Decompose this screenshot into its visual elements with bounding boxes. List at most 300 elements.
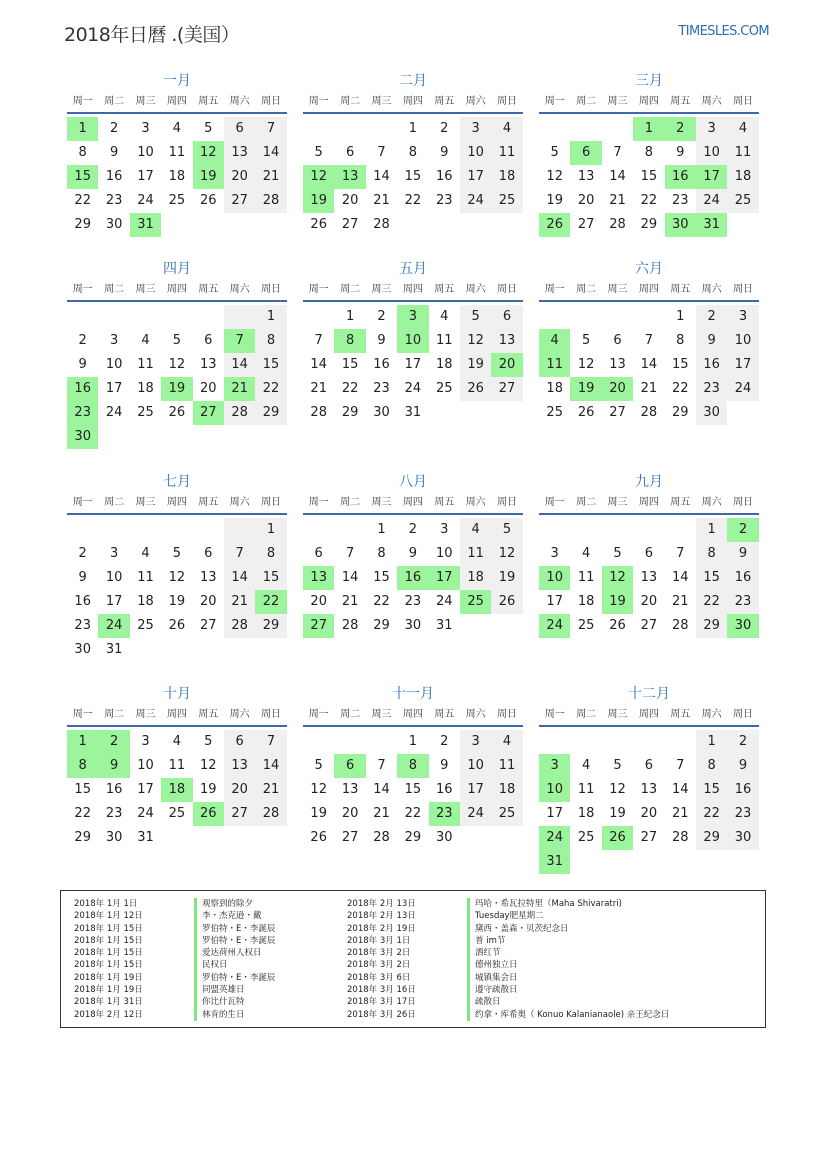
- holiday-day-cell[interactable]: 6: [570, 141, 601, 165]
- day-cell[interactable]: 12: [491, 542, 522, 566]
- day-cell[interactable]: 2: [696, 305, 727, 329]
- day-cell[interactable]: 4: [172, 121, 181, 136]
- day-cell[interactable]: 4: [141, 546, 150, 561]
- day-cell[interactable]: 27: [341, 830, 359, 845]
- day-cell[interactable]: 8: [408, 145, 417, 160]
- day-cell[interactable]: 14: [224, 353, 255, 377]
- holiday-day-cell[interactable]: 19: [570, 377, 601, 401]
- day-cell[interactable]: 22: [671, 381, 689, 396]
- day-cell[interactable]: 7: [377, 758, 386, 773]
- day-cell[interactable]: 11: [137, 570, 154, 585]
- holiday-day-cell[interactable]: 19: [161, 377, 192, 401]
- day-cell[interactable]: 28: [224, 401, 255, 425]
- day-cell[interactable]: 22: [255, 377, 286, 401]
- day-cell[interactable]: 12: [168, 357, 186, 372]
- day-cell[interactable]: 3: [109, 546, 119, 561]
- day-cell[interactable]: 3: [727, 305, 758, 329]
- day-cell[interactable]: 6: [644, 758, 653, 773]
- holiday-day-cell[interactable]: 1: [67, 730, 98, 754]
- day-cell[interactable]: 4: [440, 309, 449, 324]
- holiday-day-cell[interactable]: 24: [98, 614, 129, 638]
- day-cell[interactable]: 20: [640, 594, 658, 609]
- day-cell[interactable]: 7: [676, 546, 685, 561]
- day-cell[interactable]: 4: [727, 117, 758, 141]
- day-cell[interactable]: 6: [613, 333, 622, 348]
- day-cell[interactable]: 26: [577, 405, 595, 420]
- day-cell[interactable]: 2: [377, 309, 386, 324]
- day-cell[interactable]: 13: [341, 782, 359, 797]
- day-cell[interactable]: 24: [696, 189, 727, 213]
- day-cell[interactable]: 6: [204, 333, 213, 348]
- day-cell[interactable]: 12: [546, 169, 563, 184]
- day-cell[interactable]: 15: [671, 357, 689, 372]
- day-cell[interactable]: 23: [74, 618, 91, 633]
- day-cell[interactable]: 5: [550, 145, 559, 160]
- day-cell[interactable]: 22: [696, 802, 727, 826]
- day-cell[interactable]: 29: [696, 826, 727, 850]
- day-cell[interactable]: 14: [671, 570, 689, 585]
- day-cell[interactable]: 13: [224, 141, 255, 165]
- day-cell[interactable]: 11: [168, 758, 186, 773]
- day-cell[interactable]: 23: [404, 594, 422, 609]
- day-cell[interactable]: 1: [345, 309, 355, 324]
- day-cell[interactable]: 2: [408, 522, 417, 537]
- day-cell[interactable]: 10: [460, 141, 491, 165]
- day-cell[interactable]: 10: [460, 754, 491, 778]
- day-cell[interactable]: 29: [255, 614, 286, 638]
- day-cell[interactable]: 29: [341, 405, 359, 420]
- day-cell[interactable]: 13: [224, 754, 255, 778]
- day-cell[interactable]: 2: [727, 730, 758, 754]
- day-cell[interactable]: 17: [105, 381, 123, 396]
- day-cell[interactable]: 30: [696, 401, 727, 425]
- day-cell[interactable]: 21: [310, 381, 327, 396]
- day-cell[interactable]: 20: [577, 193, 595, 208]
- day-cell[interactable]: 15: [255, 353, 286, 377]
- day-cell[interactable]: 2: [109, 121, 119, 136]
- day-cell[interactable]: 27: [609, 405, 626, 420]
- day-cell[interactable]: 15: [341, 357, 359, 372]
- day-cell[interactable]: 10: [727, 329, 758, 353]
- day-cell[interactable]: 9: [109, 145, 119, 160]
- day-cell[interactable]: 15: [404, 782, 422, 797]
- day-cell[interactable]: 27: [640, 618, 658, 633]
- holiday-day-cell[interactable]: 19: [602, 590, 633, 614]
- day-cell[interactable]: 13: [199, 357, 217, 372]
- day-cell[interactable]: 29: [696, 614, 727, 638]
- holiday-day-cell[interactable]: 3: [397, 305, 428, 329]
- day-cell[interactable]: 28: [671, 830, 689, 845]
- holiday-day-cell[interactable]: 16: [665, 165, 696, 189]
- day-cell[interactable]: 10: [105, 570, 123, 585]
- day-cell[interactable]: 8: [676, 333, 685, 348]
- day-cell[interactable]: 9: [440, 145, 449, 160]
- day-cell[interactable]: 24: [105, 405, 123, 420]
- holiday-day-cell[interactable]: 2: [98, 730, 129, 754]
- day-cell[interactable]: 19: [546, 193, 563, 208]
- day-cell[interactable]: 11: [435, 333, 453, 348]
- day-cell[interactable]: 9: [727, 754, 758, 778]
- holiday-day-cell[interactable]: 1: [67, 117, 98, 141]
- day-cell[interactable]: 19: [609, 806, 626, 821]
- day-cell[interactable]: 9: [377, 333, 386, 348]
- holiday-day-cell[interactable]: 12: [193, 141, 224, 165]
- day-cell[interactable]: 23: [727, 590, 758, 614]
- day-cell[interactable]: 26: [310, 830, 327, 845]
- day-cell[interactable]: 7: [345, 546, 355, 561]
- day-cell[interactable]: 11: [168, 145, 186, 160]
- day-cell[interactable]: 7: [644, 333, 653, 348]
- day-cell[interactable]: 28: [341, 618, 359, 633]
- day-cell[interactable]: 14: [609, 169, 626, 184]
- day-cell[interactable]: 17: [546, 594, 563, 609]
- day-cell[interactable]: 29: [640, 217, 658, 232]
- day-cell[interactable]: 13: [491, 329, 522, 353]
- day-cell[interactable]: 23: [105, 806, 123, 821]
- day-cell[interactable]: 26: [609, 618, 626, 633]
- day-cell[interactable]: 7: [676, 758, 685, 773]
- day-cell[interactable]: 8: [377, 546, 386, 561]
- day-cell[interactable]: 17: [137, 782, 154, 797]
- site-logo[interactable]: TIMESLES.COM: [678, 24, 769, 39]
- day-cell[interactable]: 8: [696, 754, 727, 778]
- day-cell[interactable]: 25: [435, 381, 453, 396]
- day-cell[interactable]: 17: [727, 353, 758, 377]
- holiday-day-cell[interactable]: 13: [303, 566, 334, 590]
- day-cell[interactable]: 28: [373, 217, 390, 232]
- day-cell[interactable]: 16: [105, 169, 123, 184]
- holiday-day-cell[interactable]: 21: [224, 377, 255, 401]
- day-cell[interactable]: 22: [404, 806, 422, 821]
- day-cell[interactable]: 30: [435, 830, 453, 845]
- day-cell[interactable]: 12: [460, 329, 491, 353]
- day-cell[interactable]: 2: [440, 121, 449, 136]
- day-cell[interactable]: 9: [408, 546, 417, 561]
- day-cell[interactable]: 18: [137, 594, 154, 609]
- day-cell[interactable]: 5: [460, 305, 491, 329]
- day-cell[interactable]: 21: [341, 594, 359, 609]
- day-cell[interactable]: 20: [310, 594, 327, 609]
- day-cell[interactable]: 5: [314, 145, 323, 160]
- day-cell[interactable]: 14: [341, 570, 359, 585]
- holiday-day-cell[interactable]: 24: [539, 826, 570, 850]
- holiday-day-cell[interactable]: 20: [491, 353, 522, 377]
- day-cell[interactable]: 19: [168, 594, 186, 609]
- day-cell[interactable]: 24: [460, 802, 491, 826]
- holiday-day-cell[interactable]: 19: [193, 165, 224, 189]
- day-cell[interactable]: 31: [435, 618, 453, 633]
- day-cell[interactable]: 25: [577, 830, 595, 845]
- day-cell[interactable]: 4: [581, 758, 591, 773]
- day-cell[interactable]: 27: [341, 217, 359, 232]
- day-cell[interactable]: 1: [255, 518, 286, 542]
- day-cell[interactable]: 21: [255, 165, 286, 189]
- day-cell[interactable]: 26: [168, 618, 186, 633]
- day-cell[interactable]: 17: [404, 357, 422, 372]
- day-cell[interactable]: 8: [644, 145, 653, 160]
- day-cell[interactable]: 1: [377, 522, 386, 537]
- day-cell[interactable]: 1: [255, 305, 286, 329]
- holiday-day-cell[interactable]: 4: [539, 329, 570, 353]
- day-cell[interactable]: 23: [727, 802, 758, 826]
- day-cell[interactable]: 22: [373, 594, 390, 609]
- day-cell[interactable]: 13: [609, 357, 626, 372]
- day-cell[interactable]: 2: [78, 333, 87, 348]
- day-cell[interactable]: 11: [577, 570, 595, 585]
- holiday-day-cell[interactable]: 2: [665, 117, 696, 141]
- holiday-day-cell[interactable]: 25: [460, 590, 491, 614]
- day-cell[interactable]: 24: [404, 381, 422, 396]
- day-cell[interactable]: 5: [613, 758, 622, 773]
- holiday-day-cell[interactable]: 8: [67, 754, 98, 778]
- day-cell[interactable]: 18: [137, 381, 154, 396]
- day-cell[interactable]: 5: [581, 333, 591, 348]
- day-cell[interactable]: 4: [491, 117, 522, 141]
- day-cell[interactable]: 25: [168, 193, 186, 208]
- day-cell[interactable]: 11: [727, 141, 758, 165]
- day-cell[interactable]: 22: [74, 806, 91, 821]
- day-cell[interactable]: 10: [137, 758, 154, 773]
- day-cell[interactable]: 1: [696, 730, 727, 754]
- holiday-day-cell[interactable]: 16: [67, 377, 98, 401]
- day-cell[interactable]: 25: [546, 405, 563, 420]
- day-cell[interactable]: 3: [141, 121, 150, 136]
- day-cell[interactable]: 8: [255, 542, 286, 566]
- day-cell[interactable]: 11: [491, 141, 522, 165]
- day-cell[interactable]: 21: [224, 590, 255, 614]
- day-cell[interactable]: 23: [435, 193, 453, 208]
- day-cell[interactable]: 21: [640, 381, 658, 396]
- holiday-day-cell[interactable]: 8: [397, 754, 428, 778]
- day-cell[interactable]: 30: [373, 405, 390, 420]
- day-cell[interactable]: 17: [546, 806, 563, 821]
- day-cell[interactable]: 12: [199, 758, 217, 773]
- day-cell[interactable]: 20: [199, 381, 217, 396]
- day-cell[interactable]: 12: [168, 570, 186, 585]
- day-cell[interactable]: 11: [491, 754, 522, 778]
- holiday-day-cell[interactable]: 24: [539, 614, 570, 638]
- day-cell[interactable]: 13: [199, 570, 217, 585]
- day-cell[interactable]: 15: [373, 570, 390, 585]
- day-cell[interactable]: 3: [460, 117, 491, 141]
- day-cell[interactable]: 7: [377, 145, 386, 160]
- day-cell[interactable]: 12: [577, 357, 595, 372]
- day-cell[interactable]: 18: [491, 165, 522, 189]
- holiday-day-cell[interactable]: 8: [334, 329, 365, 353]
- holiday-day-cell[interactable]: 3: [539, 754, 570, 778]
- day-cell[interactable]: 8: [696, 542, 727, 566]
- day-cell[interactable]: 15: [640, 169, 658, 184]
- day-cell[interactable]: 19: [199, 782, 217, 797]
- day-cell[interactable]: 30: [727, 826, 758, 850]
- day-cell[interactable]: 28: [224, 614, 255, 638]
- day-cell[interactable]: 11: [137, 357, 154, 372]
- day-cell[interactable]: 29: [74, 830, 91, 845]
- holiday-day-cell[interactable]: 23: [67, 401, 98, 425]
- holiday-day-cell[interactable]: 17: [429, 566, 460, 590]
- day-cell[interactable]: 15: [696, 778, 727, 802]
- day-cell[interactable]: 6: [314, 546, 323, 561]
- day-cell[interactable]: 28: [373, 830, 390, 845]
- day-cell[interactable]: 9: [727, 542, 758, 566]
- day-cell[interactable]: 10: [696, 141, 727, 165]
- day-cell[interactable]: 16: [74, 594, 91, 609]
- day-cell[interactable]: 14: [640, 357, 658, 372]
- day-cell[interactable]: 27: [577, 217, 595, 232]
- day-cell[interactable]: 21: [255, 778, 286, 802]
- day-cell[interactable]: 3: [141, 734, 150, 749]
- day-cell[interactable]: 14: [671, 782, 689, 797]
- day-cell[interactable]: 3: [696, 117, 727, 141]
- day-cell[interactable]: 28: [255, 802, 286, 826]
- day-cell[interactable]: 20: [199, 594, 217, 609]
- day-cell[interactable]: 31: [105, 642, 123, 657]
- day-cell[interactable]: 4: [491, 730, 522, 754]
- day-cell[interactable]: 7: [255, 117, 286, 141]
- day-cell[interactable]: 6: [644, 546, 653, 561]
- day-cell[interactable]: 17: [105, 594, 123, 609]
- day-cell[interactable]: 15: [74, 782, 91, 797]
- day-cell[interactable]: 20: [224, 778, 255, 802]
- day-cell[interactable]: 25: [491, 802, 522, 826]
- day-cell[interactable]: 14: [224, 566, 255, 590]
- day-cell[interactable]: 31: [404, 405, 422, 420]
- day-cell[interactable]: 27: [199, 618, 217, 633]
- day-cell[interactable]: 15: [404, 169, 422, 184]
- day-cell[interactable]: 7: [613, 145, 622, 160]
- day-cell[interactable]: 26: [310, 217, 327, 232]
- day-cell[interactable]: 9: [78, 570, 87, 585]
- holiday-day-cell[interactable]: 17: [696, 165, 727, 189]
- day-cell[interactable]: 29: [671, 405, 689, 420]
- day-cell[interactable]: 20: [341, 806, 359, 821]
- day-cell[interactable]: 24: [435, 594, 453, 609]
- day-cell[interactable]: 9: [440, 758, 449, 773]
- day-cell[interactable]: 27: [491, 377, 522, 401]
- day-cell[interactable]: 4: [460, 518, 491, 542]
- day-cell[interactable]: 26: [460, 377, 491, 401]
- day-cell[interactable]: 11: [577, 782, 595, 797]
- day-cell[interactable]: 21: [671, 594, 689, 609]
- day-cell[interactable]: 25: [137, 618, 154, 633]
- day-cell[interactable]: 16: [435, 169, 453, 184]
- day-cell[interactable]: 17: [460, 165, 491, 189]
- day-cell[interactable]: 3: [460, 730, 491, 754]
- day-cell[interactable]: 8: [255, 329, 286, 353]
- day-cell[interactable]: 14: [255, 754, 286, 778]
- day-cell[interactable]: 3: [109, 333, 119, 348]
- day-cell[interactable]: 26: [199, 193, 217, 208]
- day-cell[interactable]: 1: [408, 121, 417, 136]
- day-cell[interactable]: 9: [78, 357, 87, 372]
- day-cell[interactable]: 18: [577, 806, 595, 821]
- day-cell[interactable]: 22: [640, 193, 658, 208]
- day-cell[interactable]: 24: [137, 806, 154, 821]
- day-cell[interactable]: 16: [435, 782, 453, 797]
- day-cell[interactable]: 25: [577, 618, 595, 633]
- day-cell[interactable]: 2: [440, 734, 449, 749]
- day-cell[interactable]: 7: [314, 333, 323, 348]
- day-cell[interactable]: 8: [78, 145, 87, 160]
- day-cell[interactable]: 14: [373, 169, 390, 184]
- day-cell[interactable]: 4: [172, 734, 181, 749]
- day-cell[interactable]: 19: [460, 353, 491, 377]
- holiday-day-cell[interactable]: 30: [727, 614, 758, 638]
- day-cell[interactable]: 26: [491, 590, 522, 614]
- day-cell[interactable]: 14: [310, 357, 327, 372]
- day-cell[interactable]: 14: [373, 782, 390, 797]
- day-cell[interactable]: 1: [676, 309, 685, 324]
- day-cell[interactable]: 25: [491, 189, 522, 213]
- day-cell[interactable]: 21: [373, 806, 390, 821]
- holiday-day-cell[interactable]: 13: [334, 165, 365, 189]
- day-cell[interactable]: 28: [609, 217, 626, 232]
- day-cell[interactable]: 5: [172, 333, 181, 348]
- holiday-day-cell[interactable]: 9: [98, 754, 129, 778]
- day-cell[interactable]: 12: [310, 782, 327, 797]
- day-cell[interactable]: 23: [696, 377, 727, 401]
- day-cell[interactable]: 20: [640, 806, 658, 821]
- day-cell[interactable]: 29: [74, 217, 91, 232]
- holiday-day-cell[interactable]: 10: [539, 566, 570, 590]
- day-cell[interactable]: 29: [255, 401, 286, 425]
- day-cell[interactable]: 29: [404, 830, 422, 845]
- day-cell[interactable]: 28: [255, 189, 286, 213]
- holiday-day-cell[interactable]: 2: [727, 518, 758, 542]
- day-cell[interactable]: 12: [609, 782, 626, 797]
- day-cell[interactable]: 23: [671, 193, 689, 208]
- day-cell[interactable]: 21: [671, 806, 689, 821]
- day-cell[interactable]: 30: [74, 642, 91, 657]
- day-cell[interactable]: 22: [341, 381, 359, 396]
- day-cell[interactable]: 4: [141, 333, 150, 348]
- day-cell[interactable]: 3: [440, 522, 449, 537]
- holiday-day-cell[interactable]: 15: [67, 165, 98, 189]
- day-cell[interactable]: 16: [696, 353, 727, 377]
- day-cell[interactable]: 6: [204, 546, 213, 561]
- day-cell[interactable]: 2: [78, 546, 87, 561]
- holiday-day-cell[interactable]: 26: [602, 826, 633, 850]
- day-cell[interactable]: 19: [310, 806, 327, 821]
- day-cell[interactable]: 24: [727, 377, 758, 401]
- holiday-day-cell[interactable]: 10: [397, 329, 428, 353]
- day-cell[interactable]: 10: [137, 145, 154, 160]
- day-cell[interactable]: 13: [577, 169, 595, 184]
- day-cell[interactable]: 3: [550, 546, 559, 561]
- day-cell[interactable]: 27: [640, 830, 658, 845]
- holiday-day-cell[interactable]: 30: [665, 213, 696, 237]
- day-cell[interactable]: 23: [105, 193, 123, 208]
- holiday-day-cell[interactable]: 26: [193, 802, 224, 826]
- day-cell[interactable]: 5: [204, 734, 213, 749]
- day-cell[interactable]: 18: [168, 169, 186, 184]
- day-cell[interactable]: 5: [613, 546, 622, 561]
- day-cell[interactable]: 28: [640, 405, 658, 420]
- day-cell[interactable]: 1: [696, 518, 727, 542]
- day-cell[interactable]: 13: [640, 570, 658, 585]
- day-cell[interactable]: 15: [696, 566, 727, 590]
- day-cell[interactable]: 6: [224, 730, 255, 754]
- day-cell[interactable]: 31: [137, 830, 154, 845]
- day-cell[interactable]: 16: [373, 357, 390, 372]
- holiday-day-cell[interactable]: 7: [224, 329, 255, 353]
- holiday-day-cell[interactable]: 16: [397, 566, 428, 590]
- day-cell[interactable]: 9: [676, 145, 685, 160]
- day-cell[interactable]: 24: [137, 193, 154, 208]
- holiday-day-cell[interactable]: 6: [334, 754, 365, 778]
- holiday-day-cell[interactable]: 12: [303, 165, 334, 189]
- day-cell[interactable]: 27: [224, 189, 255, 213]
